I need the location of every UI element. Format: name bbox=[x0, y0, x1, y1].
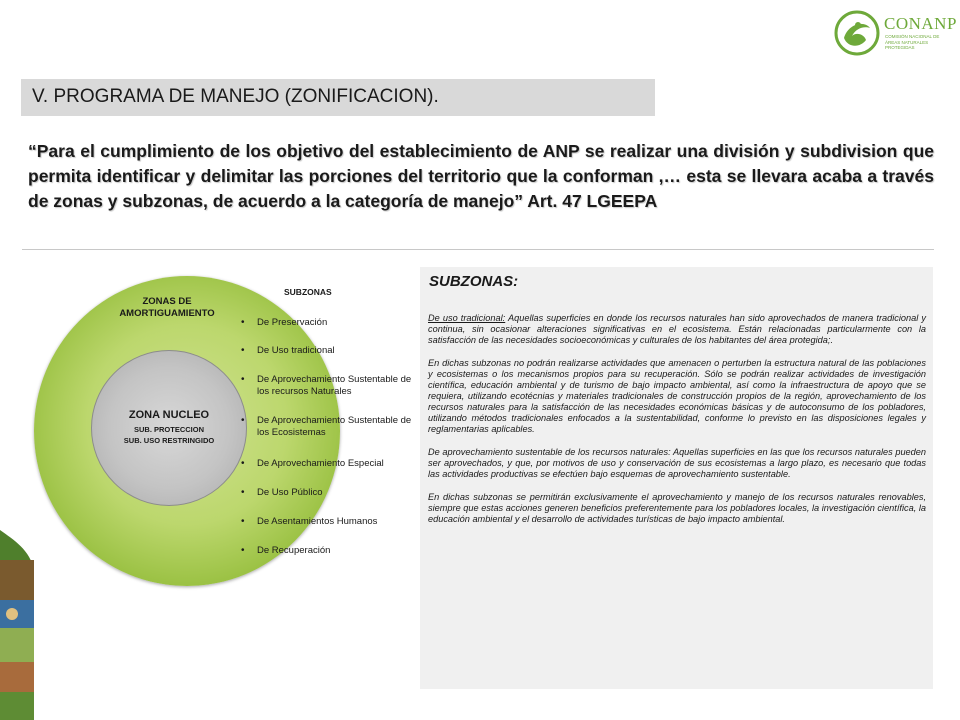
paragraph-restrictions: En dichas subzonas no podrán realizarse actividades que amenacen o perturben la estructura natural de las poblaciones y ecosistemas o los mecanismos propios para su recuperación. Sólo se podrán realizar actividades de investigación científica, educación ambiental y de turismo de bajo impacto ambiental, así como la infraestructura de apoyo que se requiera, utilizando ecotécnias y materiales tradicionales de construcción propios de la región, aprovechamiento de los recursos naturales para la satisfacción de las necesidades económicas básicas y de autoconsumo de los pobladores, utilizando métodos tradicionales enfocados a la sustentabilidad, conforme lo previsto en las disposiciones legales y reglamentarias aplicables. bbox=[428, 358, 926, 434]
subzona-item: • De Uso Público bbox=[241, 487, 421, 499]
subzona-item: • De Aprovechamiento Sustentable de los recursos Naturales bbox=[241, 374, 421, 398]
conanp-logo bbox=[834, 6, 958, 64]
panel-body bbox=[428, 313, 926, 537]
paragraph-permitted: En dichas subzonas se permitirán exclusivamente el aprovechamiento y manejo de los recursos naturales renovables, siempre que estas acciones generen beneficios preferentemente para los pobladores locales, la investigación científica, la educación ambiental y el desarrollo de actividades turísticas de bajo impacto ambiental. bbox=[428, 492, 926, 524]
paragraph-uso-tradicional bbox=[428, 313, 926, 346]
core-subzone-restricted: SUB. USO RESTRINGIDO bbox=[123, 436, 215, 445]
subzonas-heading: SUBZONAS bbox=[284, 287, 332, 297]
nature-photo-strip bbox=[0, 530, 34, 720]
subzona-item: • De Recuperación bbox=[241, 545, 421, 557]
slide-title-bar bbox=[21, 79, 655, 116]
subzona-item: • De Uso tradicional bbox=[241, 345, 421, 357]
term-uso-tradicional: De uso tradicional: bbox=[428, 313, 506, 323]
zonification-diagram bbox=[20, 262, 420, 602]
buffer-zone-label: ZONAS DE AMORTIGUAMIENTO bbox=[119, 296, 215, 319]
panel-heading: SUBZONAS: bbox=[429, 273, 519, 290]
subzona-item: • De Aprovechamiento Sustentable de los Ecosistemas bbox=[241, 415, 421, 439]
logo-subtitle: COMISIÓN NACIONAL DE ÁREAS NATURALES PROTEGIDAS bbox=[885, 34, 940, 50]
subzonas-panel bbox=[420, 267, 933, 689]
subzona-item: • De Preservación bbox=[241, 317, 421, 329]
divider bbox=[22, 249, 934, 250]
lgeepa-quote: “Para el cumplimiento de los objetivo del establecimiento de ANP se realizar una división y subdivision que permita identificar y delimitar las porciones del territorio que la conforman ,… esta se llevara acaba a través de zonas y subzonas, de acuerdo a la categoría de manejo” Art. 47 LGEEPA bbox=[28, 141, 934, 211]
slide-title: V. PROGRAMA DE MANEJO (ZONIFICACION). bbox=[32, 86, 439, 107]
subzona-item: • De Aprovechamiento Especial bbox=[241, 458, 421, 470]
definition-uso-tradicional: Aquellas superficies en donde los recursos naturales han sido aprovechados de manera tradicional y continua, sin ocasionar alteraciones significativas en el ecosistema. Están relacionadas particularmente con la satisfacción de las necesidades socioeconómicas y culturales de los habitantes del área protegida;. bbox=[428, 313, 926, 345]
core-zone-label: ZONA NUCLEO bbox=[128, 409, 210, 421]
conanp-emblem-icon bbox=[834, 10, 880, 56]
core-subzone-protection: SUB. PROTECCION bbox=[133, 425, 204, 434]
logo-name: CONANP bbox=[884, 14, 957, 33]
subzona-item: • De Asentamientos Humanos bbox=[241, 516, 421, 528]
paragraph-aprovechamiento: De aprovechamiento sustentable de los recursos naturales: Aquellas superficies en las que los recursos naturales pueden ser aprovechados, y que, por motivos de uso y conservación de sus ecosistemas a largo plazo, es necesario que todas las actividades productivas se efectúen bajo esquemas de aprovechamiento sustentable. bbox=[428, 447, 926, 479]
